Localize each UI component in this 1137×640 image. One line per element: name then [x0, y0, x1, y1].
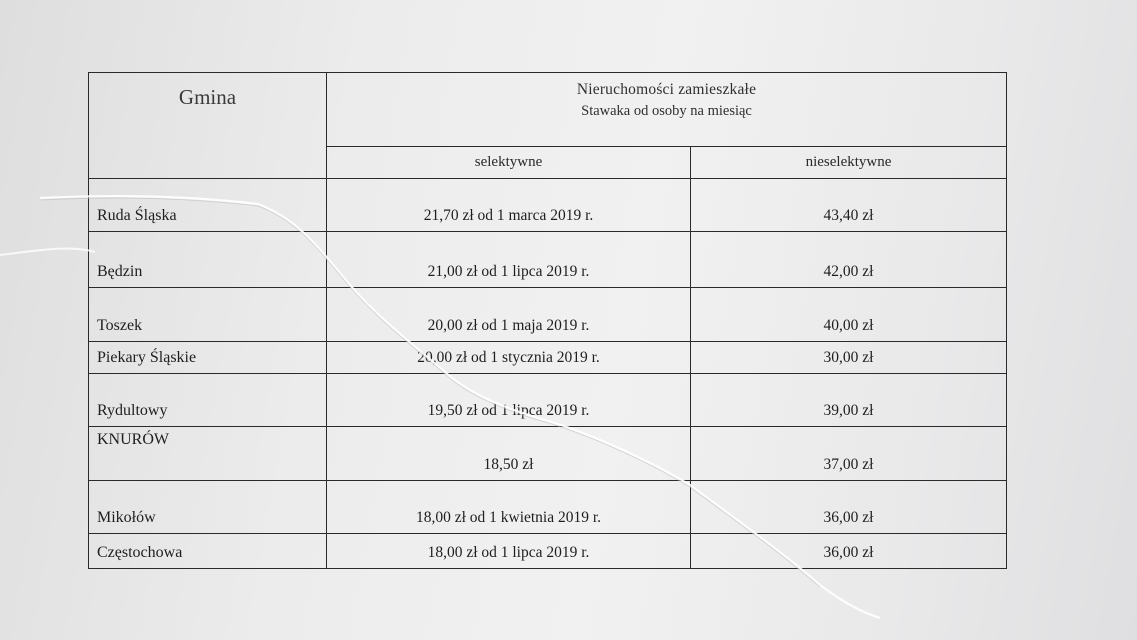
- document-sheet: [88, 72, 1006, 569]
- table-row: [89, 179, 1007, 232]
- gmina-name: Częstochowa: [89, 534, 327, 569]
- rate-nonselective: 40,00 zł: [691, 288, 1007, 342]
- rate-nonselective: 30,00 zł: [691, 342, 1007, 374]
- gmina-name: Piekary Śląskie: [89, 342, 327, 374]
- rate-nonselective: 42,00 zł: [691, 232, 1007, 288]
- table-row: [89, 481, 1007, 534]
- gmina-name: Rydultowy: [89, 374, 327, 427]
- rate-nonselective: 37,00 zł: [691, 427, 1007, 481]
- gmina-name: KNURÓW: [89, 427, 327, 481]
- header-nonselective: nieselektywne: [691, 147, 1007, 179]
- header-group-title: Nieruchomości zamieszkałe: [576, 81, 757, 98]
- rate-selective: 21,00 zł od 1 lipca 2019 r.: [327, 232, 691, 288]
- table-row: [89, 232, 1007, 288]
- table-row: [89, 374, 1007, 427]
- gmina-name: Będzin: [89, 232, 327, 288]
- rate-selective: 18,00 zł od 1 kwietnia 2019 r.: [327, 481, 691, 534]
- rates-table: [88, 72, 1007, 569]
- table-row: [89, 288, 1007, 342]
- rate-selective: 21,70 zł od 1 marca 2019 r.: [327, 179, 691, 232]
- header-gmina: Gmina: [89, 73, 327, 179]
- rate-selective: 18,50 zł: [327, 427, 691, 481]
- header-group: [327, 73, 1007, 147]
- rate-selective: 19,50 zł od 1 lipca 2019 r.: [327, 374, 691, 427]
- gmina-name: Toszek: [89, 288, 327, 342]
- gmina-name: Ruda Śląska: [89, 179, 327, 232]
- table-row: [89, 534, 1007, 569]
- rate-selective: 18,00 zł od 1 lipca 2019 r.: [327, 534, 691, 569]
- rate-nonselective: 36,00 zł: [691, 481, 1007, 534]
- header-group-subtitle: Stawaka od osoby na miesiąc: [581, 103, 752, 119]
- header-row-top: [89, 73, 1007, 147]
- table-row: [89, 342, 1007, 374]
- gmina-name: Mikołów: [89, 481, 327, 534]
- table-row: [89, 427, 1007, 481]
- rate-selective: 20,00 zł od 1 maja 2019 r.: [327, 288, 691, 342]
- rate-nonselective: 43,40 zł: [691, 179, 1007, 232]
- rate-selective: 20,00 zł od 1 stycznia 2019 r.: [327, 342, 691, 374]
- rate-nonselective: 36,00 zł: [691, 534, 1007, 569]
- rate-nonselective: 39,00 zł: [691, 374, 1007, 427]
- header-selective: selektywne: [327, 147, 691, 179]
